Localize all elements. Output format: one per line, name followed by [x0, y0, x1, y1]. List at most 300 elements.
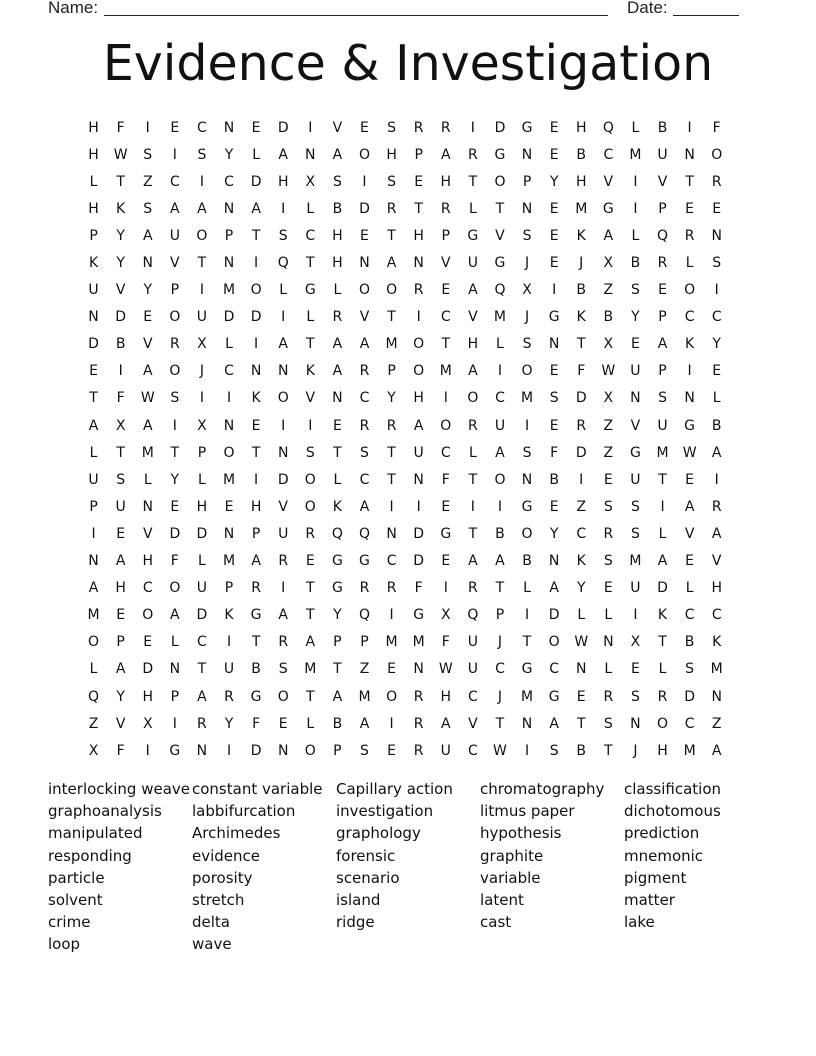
grid-letter[interactable]: W: [682, 444, 697, 461]
grid-letter[interactable]: R: [332, 309, 343, 326]
grid-letter[interactable]: Y: [333, 607, 342, 624]
grid-letter[interactable]: K: [251, 390, 261, 407]
grid-letter[interactable]: N: [711, 227, 722, 244]
grid-letter[interactable]: I: [308, 119, 313, 136]
grid-letter[interactable]: R: [359, 580, 370, 597]
grid-letter[interactable]: P: [333, 634, 342, 651]
grid-letter[interactable]: A: [711, 444, 722, 461]
grid-letter[interactable]: R: [657, 255, 668, 272]
grid-letter[interactable]: G: [250, 607, 262, 624]
grid-letter[interactable]: E: [685, 553, 695, 570]
grid-letter[interactable]: Q: [88, 688, 100, 705]
grid-letter[interactable]: D: [169, 525, 181, 542]
grid-letter[interactable]: I: [145, 742, 150, 759]
grid-letter[interactable]: S: [549, 390, 559, 407]
grid-letter[interactable]: P: [658, 309, 667, 326]
grid-letter[interactable]: I: [91, 525, 96, 542]
grid-letter[interactable]: I: [714, 471, 719, 488]
grid-letter[interactable]: O: [440, 417, 452, 434]
grid-letter[interactable]: E: [549, 227, 559, 244]
grid-letter[interactable]: N: [277, 742, 289, 759]
grid-letter[interactable]: X: [603, 390, 614, 407]
grid-letter[interactable]: W: [140, 390, 155, 407]
grid-letter[interactable]: F: [577, 363, 586, 380]
grid-letter[interactable]: S: [712, 255, 722, 272]
grid-letter[interactable]: L: [306, 309, 315, 326]
grid-letter[interactable]: A: [278, 336, 288, 353]
grid-letter[interactable]: S: [332, 173, 342, 190]
grid-letter[interactable]: T: [251, 634, 261, 651]
grid-letter[interactable]: O: [521, 525, 533, 542]
grid-letter[interactable]: M: [683, 742, 696, 759]
grid-letter[interactable]: T: [306, 607, 315, 624]
grid-letter[interactable]: Y: [170, 471, 180, 488]
grid-letter[interactable]: I: [579, 471, 584, 488]
grid-letter[interactable]: G: [521, 498, 533, 515]
grid-letter[interactable]: I: [226, 634, 232, 651]
grid-letter[interactable]: N: [359, 255, 370, 272]
grid-letter[interactable]: I: [254, 471, 259, 488]
grid-letter[interactable]: K: [685, 336, 695, 353]
grid-letter[interactable]: G: [304, 282, 316, 299]
grid-letter[interactable]: E: [658, 282, 667, 299]
grid-letter[interactable]: A: [332, 363, 343, 380]
grid-letter[interactable]: I: [281, 417, 286, 434]
grid-letter[interactable]: H: [575, 173, 587, 190]
grid-letter[interactable]: S: [603, 715, 613, 732]
grid-letter[interactable]: L: [658, 525, 667, 542]
grid-letter[interactable]: O: [521, 363, 533, 380]
grid-letter[interactable]: U: [467, 255, 478, 272]
grid-letter[interactable]: A: [142, 363, 153, 380]
grid-letter[interactable]: P: [441, 227, 450, 244]
grid-letter[interactable]: I: [172, 715, 177, 732]
grid-letter[interactable]: O: [169, 363, 181, 380]
grid-letter[interactable]: A: [305, 634, 316, 651]
grid-letter[interactable]: A: [251, 553, 261, 570]
grid-letter[interactable]: R: [169, 336, 180, 353]
grid-letter[interactable]: E: [685, 471, 695, 488]
grid-letter[interactable]: O: [467, 390, 479, 407]
grid-letter[interactable]: B: [549, 471, 559, 488]
grid-letter[interactable]: N: [142, 255, 153, 272]
grid-letter[interactable]: A: [359, 715, 370, 732]
grid-letter[interactable]: V: [359, 309, 370, 326]
grid-letter[interactable]: I: [118, 363, 123, 380]
grid-letter[interactable]: T: [576, 336, 586, 353]
grid-letter[interactable]: R: [467, 417, 478, 434]
grid-letter[interactable]: C: [440, 309, 451, 326]
grid-letter[interactable]: F: [252, 715, 261, 732]
grid-letter[interactable]: Y: [116, 227, 125, 244]
grid-letter[interactable]: A: [332, 336, 343, 353]
grid-letter[interactable]: K: [576, 553, 586, 570]
grid-letter[interactable]: S: [143, 200, 153, 217]
grid-letter[interactable]: C: [684, 607, 695, 624]
grid-letter[interactable]: P: [197, 444, 207, 461]
grid-letter[interactable]: I: [524, 607, 530, 624]
grid-letter[interactable]: V: [603, 173, 614, 190]
grid-letter[interactable]: T: [116, 444, 125, 461]
grid-letter[interactable]: Q: [467, 607, 479, 624]
grid-letter[interactable]: I: [281, 309, 286, 326]
grid-letter[interactable]: L: [306, 715, 315, 732]
grid-letter[interactable]: E: [549, 417, 559, 434]
grid-letter[interactable]: A: [495, 444, 505, 461]
grid-letter[interactable]: F: [441, 471, 450, 488]
grid-letter[interactable]: N: [548, 553, 560, 570]
grid-letter[interactable]: A: [468, 363, 478, 380]
grid-letter[interactable]: Z: [142, 173, 153, 190]
grid-letter[interactable]: D: [88, 336, 99, 353]
grid-letter[interactable]: W: [438, 661, 453, 678]
grid-letter[interactable]: G: [169, 742, 181, 759]
grid-letter[interactable]: H: [386, 146, 397, 163]
grid-letter[interactable]: Q: [277, 255, 289, 272]
grid-letter[interactable]: I: [389, 607, 394, 624]
grid-letter[interactable]: E: [305, 553, 315, 570]
grid-letter[interactable]: G: [250, 688, 262, 705]
grid-letter[interactable]: T: [604, 742, 613, 759]
grid-letter[interactable]: A: [468, 282, 478, 299]
grid-letter[interactable]: Y: [116, 688, 125, 705]
grid-letter[interactable]: I: [226, 742, 232, 759]
grid-letter[interactable]: A: [170, 200, 180, 217]
grid-letter[interactable]: L: [333, 471, 342, 488]
grid-letter[interactable]: S: [549, 742, 559, 759]
grid-letter[interactable]: Y: [387, 390, 396, 407]
grid-letter[interactable]: C: [495, 661, 505, 678]
grid-letter[interactable]: P: [170, 282, 180, 299]
grid-letter[interactable]: M: [521, 390, 534, 407]
grid-letter[interactable]: F: [170, 553, 179, 570]
grid-letter[interactable]: O: [196, 227, 208, 244]
grid-letter[interactable]: B: [630, 255, 641, 272]
grid-letter[interactable]: E: [685, 200, 695, 217]
grid-letter[interactable]: H: [711, 580, 722, 597]
grid-letter[interactable]: R: [305, 525, 316, 542]
grid-letter[interactable]: S: [387, 173, 397, 190]
grid-letter[interactable]: Q: [358, 607, 370, 624]
grid-letter[interactable]: G: [467, 227, 479, 244]
grid-letter[interactable]: U: [278, 525, 289, 542]
grid-letter[interactable]: M: [493, 309, 506, 326]
grid-letter[interactable]: E: [549, 200, 559, 217]
grid-letter[interactable]: L: [170, 634, 179, 651]
grid-letter[interactable]: N: [413, 255, 424, 272]
grid-letter[interactable]: R: [413, 688, 424, 705]
grid-letter[interactable]: I: [199, 390, 204, 407]
grid-letter[interactable]: V: [142, 336, 153, 353]
grid-letter[interactable]: R: [440, 200, 451, 217]
grid-letter[interactable]: L: [198, 553, 206, 570]
grid-letter[interactable]: V: [684, 525, 695, 542]
grid-letter[interactable]: H: [88, 146, 99, 163]
grid-letter[interactable]: A: [386, 255, 397, 272]
grid-letter[interactable]: P: [89, 227, 98, 244]
grid-letter[interactable]: N: [684, 390, 695, 407]
grid-letter[interactable]: A: [197, 200, 207, 217]
grid-letter[interactable]: R: [711, 173, 722, 190]
grid-letter[interactable]: S: [603, 498, 613, 515]
grid-letter[interactable]: I: [389, 498, 394, 515]
grid-letter[interactable]: T: [522, 634, 532, 651]
grid-letter[interactable]: X: [88, 742, 99, 759]
grid-letter[interactable]: U: [467, 661, 478, 678]
grid-letter[interactable]: O: [386, 688, 398, 705]
grid-letter[interactable]: U: [169, 227, 180, 244]
grid-letter[interactable]: Y: [116, 255, 125, 272]
grid-letter[interactable]: M: [385, 336, 398, 353]
grid-letter[interactable]: L: [604, 607, 613, 624]
grid-letter[interactable]: N: [548, 336, 560, 353]
grid-letter[interactable]: I: [281, 200, 286, 217]
grid-letter[interactable]: H: [332, 255, 343, 272]
grid-letter[interactable]: K: [116, 200, 126, 217]
grid-letter[interactable]: I: [145, 119, 150, 136]
grid-letter[interactable]: T: [495, 580, 505, 597]
grid-letter[interactable]: E: [224, 498, 234, 515]
grid-letter[interactable]: A: [142, 417, 153, 434]
grid-letter[interactable]: Y: [549, 525, 559, 542]
grid-letter[interactable]: D: [196, 525, 208, 542]
grid-letter[interactable]: N: [88, 553, 99, 570]
grid-letter[interactable]: M: [575, 200, 588, 217]
grid-letter[interactable]: S: [278, 227, 288, 244]
grid-letter[interactable]: R: [413, 119, 424, 136]
grid-letter[interactable]: G: [494, 146, 506, 163]
grid-letter[interactable]: X: [197, 417, 207, 434]
grid-letter[interactable]: T: [116, 173, 125, 190]
grid-letter[interactable]: P: [333, 742, 342, 759]
grid-letter[interactable]: A: [711, 742, 722, 759]
grid-letter[interactable]: A: [251, 200, 261, 217]
grid-letter[interactable]: Q: [602, 119, 614, 136]
grid-letter[interactable]: D: [359, 200, 370, 217]
grid-letter[interactable]: E: [603, 580, 613, 597]
grid-letter[interactable]: J: [497, 688, 503, 705]
grid-letter[interactable]: S: [278, 661, 288, 678]
grid-letter[interactable]: C: [305, 227, 316, 244]
grid-letter[interactable]: P: [658, 200, 667, 217]
grid-letter[interactable]: V: [115, 715, 126, 732]
grid-letter[interactable]: I: [714, 282, 719, 299]
grid-letter[interactable]: U: [630, 363, 641, 380]
grid-letter[interactable]: Q: [358, 525, 370, 542]
grid-letter[interactable]: E: [549, 146, 559, 163]
grid-letter[interactable]: T: [251, 227, 261, 244]
grid-letter[interactable]: E: [170, 498, 180, 515]
grid-letter[interactable]: I: [497, 498, 503, 515]
grid-letter[interactable]: T: [333, 444, 342, 461]
grid-letter[interactable]: E: [414, 173, 424, 190]
grid-letter[interactable]: H: [440, 688, 452, 705]
grid-letter[interactable]: V: [657, 173, 668, 190]
grid-letter[interactable]: F: [712, 119, 721, 136]
grid-letter[interactable]: T: [414, 200, 423, 217]
grid-letter[interactable]: T: [251, 444, 261, 461]
grid-letter[interactable]: J: [524, 309, 530, 326]
grid-letter[interactable]: B: [332, 200, 343, 217]
grid-letter[interactable]: X: [440, 607, 451, 624]
grid-letter[interactable]: D: [494, 119, 506, 136]
grid-letter[interactable]: S: [116, 471, 126, 488]
grid-letter[interactable]: V: [305, 390, 316, 407]
grid-letter[interactable]: D: [223, 309, 235, 326]
grid-letter[interactable]: R: [711, 498, 722, 515]
grid-letter[interactable]: L: [89, 444, 98, 461]
grid-letter[interactable]: N: [88, 309, 99, 326]
grid-letter[interactable]: I: [524, 417, 530, 434]
grid-letter[interactable]: F: [116, 742, 125, 759]
grid-letter[interactable]: F: [441, 634, 450, 651]
grid-letter[interactable]: C: [359, 390, 370, 407]
grid-letter[interactable]: M: [521, 688, 534, 705]
grid-letter[interactable]: O: [358, 146, 370, 163]
grid-letter[interactable]: C: [224, 173, 234, 190]
grid-letter[interactable]: L: [658, 661, 667, 678]
grid-letter[interactable]: E: [116, 607, 126, 624]
grid-letter[interactable]: A: [278, 146, 288, 163]
grid-letter[interactable]: B: [522, 553, 532, 570]
grid-letter[interactable]: T: [170, 444, 180, 461]
grid-letter[interactable]: R: [359, 363, 370, 380]
grid-letter[interactable]: X: [142, 715, 153, 732]
grid-letter[interactable]: N: [332, 390, 343, 407]
grid-letter[interactable]: M: [629, 146, 642, 163]
grid-letter[interactable]: P: [414, 146, 423, 163]
grid-letter[interactable]: N: [711, 688, 722, 705]
grid-letter[interactable]: U: [413, 444, 424, 461]
grid-letter[interactable]: C: [224, 363, 234, 380]
grid-letter[interactable]: D: [250, 742, 262, 759]
grid-letter[interactable]: K: [88, 255, 99, 272]
grid-letter[interactable]: U: [196, 309, 208, 326]
grid-letter[interactable]: G: [413, 607, 425, 624]
grid-letter[interactable]: H: [88, 200, 99, 217]
grid-letter[interactable]: P: [170, 688, 180, 705]
grid-letter[interactable]: N: [386, 525, 397, 542]
grid-letter[interactable]: H: [467, 336, 479, 353]
name-field[interactable]: [104, 0, 608, 16]
grid-letter[interactable]: L: [279, 282, 288, 299]
grid-letter[interactable]: C: [142, 580, 153, 597]
grid-letter[interactable]: B: [576, 742, 587, 759]
grid-letter[interactable]: L: [89, 173, 98, 190]
grid-letter[interactable]: A: [440, 146, 451, 163]
grid-letter[interactable]: S: [630, 282, 640, 299]
grid-letter[interactable]: R: [576, 417, 587, 434]
grid-letter[interactable]: P: [387, 363, 396, 380]
grid-letter[interactable]: E: [360, 227, 369, 244]
grid-letter[interactable]: S: [387, 119, 397, 136]
grid-letter[interactable]: T: [89, 390, 98, 407]
grid-letter[interactable]: O: [413, 336, 425, 353]
grid-letter[interactable]: B: [495, 525, 505, 542]
grid-letter[interactable]: A: [142, 227, 153, 244]
grid-letter[interactable]: C: [169, 173, 180, 190]
grid-letter[interactable]: T: [197, 255, 207, 272]
grid-letter[interactable]: N: [521, 715, 533, 732]
grid-letter[interactable]: I: [524, 742, 530, 759]
grid-letter[interactable]: R: [657, 688, 668, 705]
grid-letter[interactable]: Y: [712, 336, 721, 353]
grid-letter[interactable]: R: [603, 688, 614, 705]
grid-letter[interactable]: A: [359, 498, 370, 515]
grid-letter[interactable]: I: [687, 363, 692, 380]
grid-letter[interactable]: N: [223, 119, 235, 136]
grid-letter[interactable]: G: [440, 525, 452, 542]
grid-letter[interactable]: D: [575, 390, 587, 407]
grid-letter[interactable]: L: [577, 607, 586, 624]
grid-letter[interactable]: O: [250, 282, 262, 299]
grid-letter[interactable]: L: [143, 471, 152, 488]
grid-letter[interactable]: I: [497, 363, 503, 380]
grid-letter[interactable]: L: [306, 200, 315, 217]
grid-letter[interactable]: T: [576, 715, 586, 732]
grid-letter[interactable]: A: [332, 688, 343, 705]
grid-letter[interactable]: I: [443, 390, 448, 407]
grid-letter[interactable]: I: [470, 119, 475, 136]
grid-letter[interactable]: H: [115, 580, 126, 597]
grid-letter[interactable]: T: [468, 525, 478, 542]
grid-letter[interactable]: C: [549, 661, 560, 678]
grid-letter[interactable]: G: [331, 580, 343, 597]
grid-letter[interactable]: U: [630, 580, 641, 597]
grid-letter[interactable]: A: [332, 146, 343, 163]
grid-letter[interactable]: M: [304, 661, 317, 678]
grid-letter[interactable]: U: [630, 471, 641, 488]
grid-letter[interactable]: T: [306, 688, 315, 705]
grid-letter[interactable]: D: [250, 173, 262, 190]
grid-letter[interactable]: F: [414, 580, 423, 597]
grid-letter[interactable]: L: [333, 282, 342, 299]
grid-letter[interactable]: Q: [494, 282, 506, 299]
grid-letter[interactable]: I: [416, 309, 421, 326]
grid-letter[interactable]: D: [142, 661, 154, 678]
grid-letter[interactable]: T: [387, 227, 396, 244]
grid-letter[interactable]: M: [710, 661, 723, 678]
grid-letter[interactable]: E: [387, 742, 396, 759]
grid-letter[interactable]: G: [494, 255, 506, 272]
grid-letter[interactable]: H: [142, 688, 153, 705]
grid-letter[interactable]: T: [468, 471, 478, 488]
grid-letter[interactable]: B: [711, 417, 722, 434]
grid-letter[interactable]: A: [549, 580, 559, 597]
grid-letter[interactable]: N: [630, 715, 641, 732]
grid-letter[interactable]: U: [657, 417, 668, 434]
grid-letter[interactable]: R: [413, 715, 424, 732]
grid-letter[interactable]: P: [658, 363, 667, 380]
grid-letter[interactable]: K: [657, 607, 668, 624]
grid-letter[interactable]: R: [251, 580, 261, 597]
grid-letter[interactable]: T: [441, 336, 451, 353]
grid-letter[interactable]: M: [141, 444, 154, 461]
grid-letter[interactable]: Z: [88, 715, 99, 732]
grid-letter[interactable]: M: [222, 282, 236, 299]
grid-letter[interactable]: X: [197, 336, 207, 353]
grid-letter[interactable]: X: [630, 634, 641, 651]
grid-letter[interactable]: A: [413, 417, 424, 434]
grid-letter[interactable]: Y: [224, 146, 234, 163]
grid-letter[interactable]: O: [358, 282, 370, 299]
grid-letter[interactable]: G: [331, 553, 343, 570]
grid-letter[interactable]: J: [497, 634, 503, 651]
grid-letter[interactable]: U: [196, 580, 208, 597]
grid-letter[interactable]: A: [468, 553, 478, 570]
grid-letter[interactable]: E: [278, 715, 288, 732]
grid-letter[interactable]: O: [304, 471, 316, 488]
